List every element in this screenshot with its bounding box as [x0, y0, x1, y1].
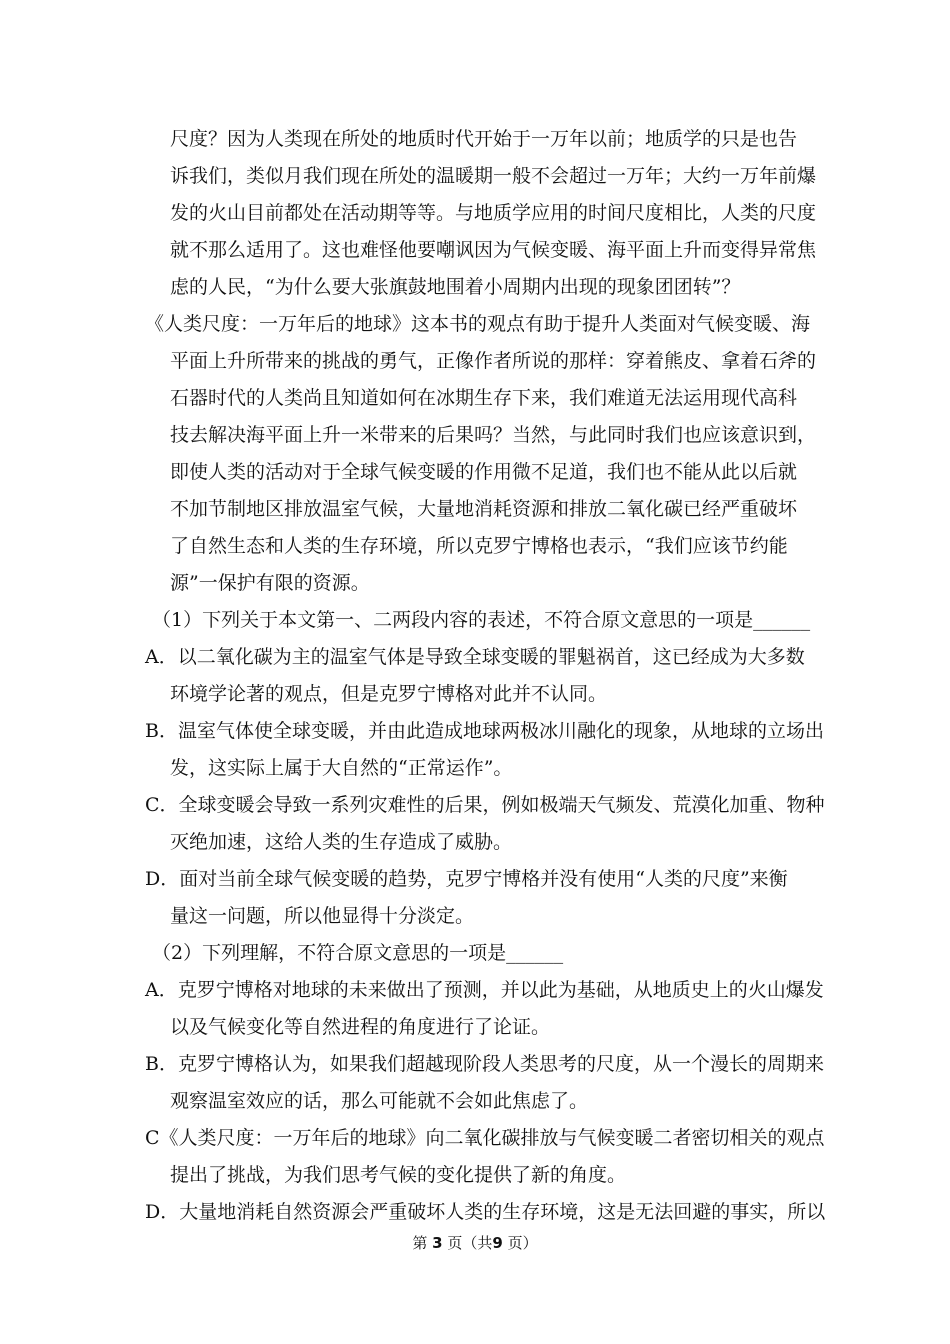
question-1-option-b-cont: 发，这实际上属于大自然的“正常运作”。 — [170, 757, 513, 779]
body-text-line: 诉我们，类似月我们现在所处的温暖期一般不会超过一万年；大约一万年前爆 — [170, 165, 817, 187]
body-text-line: 石器时代的人类尚且知道如何在冰期生存下来，我们难道无法运用现代高科 — [170, 387, 798, 409]
question-2-option-d: D．大量地消耗自然资源会严重破坏人类的生存环境，这是无法回避的事实，所以 — [145, 1201, 826, 1223]
footer-middle: 页（共 — [447, 1234, 493, 1252]
body-text-line: 源”一保护有限的资源。 — [170, 572, 370, 594]
body-text-line: 技去解决海平面上升一米带来的后果吗？当然，与此同时我们也应该意识到， — [170, 424, 817, 446]
question-1-option-d-cont: 量这一问题，所以他显得十分淡定。 — [170, 905, 475, 927]
body-text-line: 虑的人民，“为什么要大张旗鼓地围着小周期内出现的现象团团转”？ — [170, 276, 741, 298]
question-1-option-a-cont: 环境学论著的观点，但是克罗宁博格对此并不认同。 — [170, 683, 608, 705]
page-footer — [0, 1232, 950, 1253]
question-2-option-b: B．克罗宁博格认为，如果我们超越现阶段人类思考的尺度，从一个漫长的周期来 — [145, 1053, 824, 1075]
body-text-line: 不加节制地区排放温室气候，大量地消耗资源和排放二氧化碳已经严重破坏 — [170, 498, 798, 520]
question-1-stem: （1）下列关于本文第一、二两段内容的表述，不符合原文意思的一项是______ — [152, 609, 811, 631]
question-2-stem: （2）下列理解，不符合原文意思的一项是______ — [152, 942, 564, 964]
question-2-option-a-cont: 以及气候变化等自然进程的角度进行了论证。 — [170, 1016, 551, 1038]
body-text-line: 了自然生态和人类的生存环境，所以克罗宁博格也表示，“我们应该节约能 — [170, 535, 788, 557]
body-text-line: 就不那么适用了。这也难怪他要嘲讽因为气候变暖、海平面上升而变得异常焦 — [170, 239, 817, 261]
body-text-line: 《人类尺度：一万年后的地球》这本书的观点有助于提升人类面对气候变暖、海 — [145, 313, 811, 335]
question-1-option-c: C．全球变暖会导致一系列灾难性的后果，例如极端天气频发、荒漠化加重、物种 — [145, 794, 825, 816]
question-2-option-b-cont: 观察温室效应的话，那么可能就不会如此焦虑了。 — [170, 1090, 589, 1112]
footer-page-number: 3 — [432, 1234, 443, 1252]
question-1-option-d: D．面对当前全球气候变暖的趋势，克罗宁博格并没有使用“人类的尺度”来衡 — [145, 868, 788, 890]
body-text-line: 发的火山目前都处在活动期等等。与地质学应用的时间尺度相比，人类的尺度 — [170, 202, 817, 224]
question-2-option-c: C《人类尺度：一万年后的地球》向二氧化碳排放与气候变暖二者密切相关的观点 — [145, 1127, 825, 1149]
body-text-line: 平面上升所带来的挑战的勇气，正像作者所说的那样：穿着熊皮、拿着石斧的 — [170, 350, 817, 372]
question-1-option-c-cont: 灭绝加速，这给人类的生存造成了威胁。 — [170, 831, 513, 853]
footer-suffix: 页） — [507, 1234, 538, 1252]
body-text-line: 即使人类的活动对于全球气候变暖的作用微不足道，我们也不能从此以后就 — [170, 461, 798, 483]
footer-total-pages: 9 — [492, 1234, 503, 1252]
footer-prefix: 第 — [412, 1234, 428, 1252]
body-text-line: 尺度？因为人类现在所处的地质时代开始于一万年以前；地质学的只是也告 — [170, 128, 798, 150]
question-2-option-c-cont: 提出了挑战，为我们思考气候的变化提供了新的角度。 — [170, 1164, 627, 1186]
question-1-option-b: B．温室气体使全球变暖，并由此造成地球两极冰川融化的现象，从地球的立场出 — [145, 720, 824, 742]
question-2-option-a: A．克罗宁博格对地球的未来做出了预测，并以此为基础，从地质史上的火山爆发 — [145, 979, 824, 1001]
question-1-option-a: A．以二氧化碳为主的温室气体是导致全球变暖的罪魁祸首，这已经成为大多数 — [145, 646, 805, 668]
